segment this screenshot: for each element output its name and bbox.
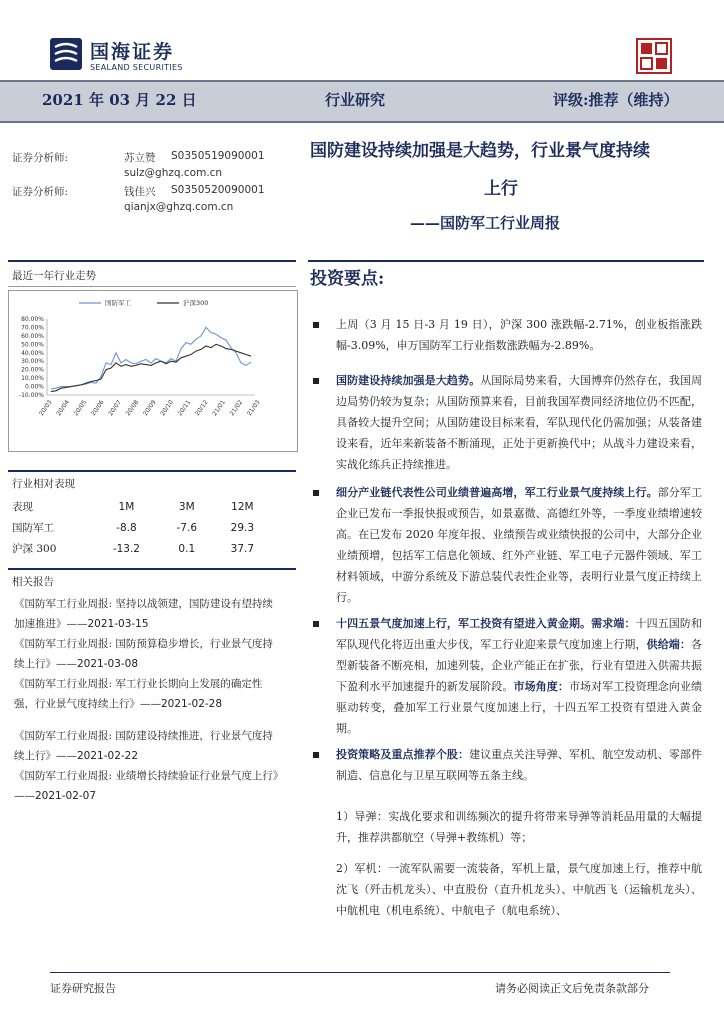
table-row	[12, 538, 272, 559]
key-point-5	[336, 744, 702, 786]
table-row	[12, 517, 272, 538]
trend-chart-svg	[9, 291, 297, 451]
bullet-icon	[313, 621, 319, 627]
recommendation-missile: 1）导弹：实战化要求和训练频次的提升将带来导弹等消耗品用量的大幅提升，推荐洪都航空（导弹+教练机）等；	[336, 810, 702, 844]
report-date: 2021 年 03 月 22 日	[42, 91, 197, 109]
related-report-date: 2021-02-07	[35, 790, 97, 802]
divider	[8, 470, 296, 472]
table-header: 3M	[178, 500, 195, 513]
key-point-3-body: 部分军工企业已发布一季报快报或预告，如景嘉微、高德红外等，一季度业绩增速较高。在已发布 2020 年度年报、业绩预告或业绩快报的公司中，大部分企业业绩预增，包括军工信息化领域、红外产业链、军工电子元器件领域、军工材料领域，中游分系统及下游总装代表性企业等，表明行业景气度正持续上行。	[336, 486, 702, 604]
brand-name-cn: 国海证券	[90, 41, 175, 63]
x-tick-label: 21/02	[228, 399, 245, 418]
divider	[8, 568, 296, 570]
key-point-4-lead-3: 市场角度：	[513, 680, 569, 693]
bullet-icon	[313, 490, 319, 496]
key-point-4-body-3: 市场对军工投资理念向业绩驱动转变，叠加军工行业景气度加速上行，十四五军工投资有望进入黄金期。	[336, 680, 702, 735]
divider	[308, 260, 704, 262]
analyst-name: 苏立赞	[124, 152, 156, 164]
related-report-link[interactable]	[14, 766, 282, 806]
trend-label: 最近一年行业走势	[12, 270, 96, 282]
key-point-4-body-2: 各型新装备不断亮相，加速列装，企业产能正在扩张，行业有望进入供需共振下盈利水平加速提升的新发展阶段。	[336, 638, 702, 693]
y-tick-label: 80.00%	[21, 316, 44, 323]
legend-label: 国防军工	[105, 299, 131, 307]
x-tick-label: 20/07	[107, 399, 123, 418]
legend-label: 沪深300	[183, 299, 209, 307]
table-cell: 29.3	[230, 521, 255, 534]
table-cell: 37.7	[230, 542, 255, 555]
y-tick-label: 20.00%	[21, 366, 44, 374]
x-tick-label: 20/12	[193, 399, 210, 418]
seal-icon	[636, 38, 672, 74]
key-point-5-body: 建议重点关注导弹、军机、航空发动机、零部件制造、信息化与卫星互联网等五条主线。	[336, 748, 702, 782]
y-tick-label: 60.00%	[21, 332, 44, 340]
performance-label: 行业相对表现	[12, 478, 75, 490]
table-cell: 国防军工	[12, 522, 54, 534]
analyst-role: 证券分析师:	[12, 186, 69, 198]
analyst-id: S0350519090001	[171, 150, 265, 162]
y-tick-label: 0.00%	[24, 383, 44, 391]
key-point-1: 上周（3 月 15 日-3 月 19 日），沪深 300 涨跌幅-2.71%，创业板指涨跌幅-3.09%，申万国防军工行业指数涨跌幅为-2.89%。	[336, 318, 702, 352]
key-point-4-body: 十四五国防和军队现代化将迈出重大步伐，军工行业迎来景气度加速上行期，	[336, 617, 702, 651]
related-report-title: 《国防军工行业周报: 国防预算稳步增长，行业景气度持续上行》——	[14, 638, 273, 670]
key-point-5-lead: 投资策略及重点推荐个股：	[336, 748, 470, 761]
analyst-role: 证券分析师:	[12, 152, 69, 164]
y-tick-label: 50.00%	[21, 341, 44, 349]
related-report-title: 《国防军工行业周报: 国防建设持续推进，行业景气度持续上行》——	[14, 730, 273, 762]
x-tick-label: 20/04	[55, 399, 71, 418]
report-category: 行业研究	[325, 91, 386, 109]
related-report-date: 2021-03-15	[87, 618, 149, 630]
x-tick-label: 20/03	[37, 399, 54, 418]
key-point-3-lead: 细分产业链代表性公司业绩普遍高增，军工行业景气度持续上行。	[336, 486, 658, 499]
divider	[8, 286, 296, 287]
table-cell: 0.1	[178, 542, 196, 555]
x-tick-label: 20/08	[124, 399, 141, 418]
related-report-date: 2021-02-22	[77, 750, 139, 762]
report-title: 国防建设持续加强是大趋势，行业景气度持续	[310, 141, 650, 161]
report-subtitle: ——国防军工行业周报	[410, 214, 561, 232]
related-report-link[interactable]	[14, 726, 282, 766]
footer-disclaimer[interactable]: 请务必阅读正文后免责条款部分	[495, 982, 649, 995]
related-report-link[interactable]	[14, 634, 282, 674]
brand-name-en: SEALAND SECURITIES	[90, 63, 183, 72]
reports-label: 相关报告	[12, 576, 54, 588]
table-header: 12M	[231, 500, 254, 513]
related-report-title: 《国防军工行业周报: 业绩增长持续验证行业景气度上行》——	[14, 770, 279, 802]
x-tick-label: 21/03	[245, 399, 262, 418]
performance-table	[12, 496, 272, 559]
related-report-title: 《国防军工行业周报: 坚持以战领建，国防建设有望持续加速推进》——	[14, 598, 273, 630]
recommendation-aircraft: 2）军机：一流军队需要一流装备，军机上量，景气度加速上行，推荐中航沈飞（歼击机龙头）、中直股份（直升机龙头）、中航西飞（运输机龙头）、中航机电（机电系统）、中航电子（航电系统）、	[336, 862, 702, 917]
related-report-link[interactable]	[14, 594, 282, 634]
related-report-link[interactable]	[14, 674, 282, 714]
analyst-email[interactable]: sulz@ghzq.com.cn	[124, 167, 223, 179]
related-report-title: 《国防军工行业周报: 军工行业长期向上发展的确定性强，行业景气度持续上行》——	[14, 678, 263, 710]
y-tick-label: 40.00%	[21, 349, 44, 357]
key-point-3	[336, 482, 702, 608]
footer-divider	[50, 972, 670, 973]
y-tick-label: -10.00%	[18, 392, 44, 399]
key-point-4-lead-2: 供给端：	[646, 638, 691, 651]
key-point-4	[336, 613, 702, 739]
table-cell: -13.2	[112, 542, 140, 555]
report-title-cont: 上行	[484, 179, 518, 199]
table-cell: -8.8	[116, 521, 137, 534]
analyst-name: 钱佳兴	[124, 186, 156, 198]
y-tick-label: 10.00%	[21, 375, 44, 383]
x-tick-label: 20/09	[141, 399, 158, 418]
related-report-date: 2021-02-28	[161, 698, 223, 710]
x-tick-label: 20/06	[89, 399, 106, 418]
table-header-row	[12, 496, 272, 517]
bullet-icon	[313, 378, 319, 384]
key-point-2-lead: 国防建设持续加强是大趋势。	[336, 374, 481, 387]
footer-label: 证券研究报告	[50, 982, 116, 995]
bullet-icon	[313, 752, 319, 758]
logo-icon	[50, 38, 82, 70]
key-points-title: 投资要点:	[310, 269, 385, 289]
series-line-defense	[51, 327, 251, 389]
y-tick-label: 70.00%	[21, 324, 44, 332]
table-cell: -7.6	[176, 521, 198, 534]
analyst-id: S0350520090001	[171, 184, 265, 196]
key-point-2	[336, 370, 702, 475]
x-tick-label: 20/11	[176, 399, 193, 418]
key-point-2-body: 从国际局势来看，大国博弈仍然存在，我国周边局势仍较为复杂；从国防预算来看，目前我国军费同经济地位仍不匹配，具备较大提升空间；从国防建设目标来看，军队现代化仍需加强；从装备建设来看，近年来新装备不断涌现，正处于更新换代中；从战斗力建设来看，实战化练兵正持续推进。	[336, 374, 702, 471]
x-tick-label: 20/10	[159, 399, 175, 418]
table-header: 1M	[118, 500, 135, 513]
report-rating: 评级:推荐（维持）	[553, 91, 679, 109]
trend-chart	[8, 290, 298, 452]
x-tick-label: 21/01	[211, 399, 227, 418]
divider	[8, 260, 296, 262]
related-report-date: 2021-03-08	[77, 658, 139, 670]
analyst-email[interactable]: qianjx@ghzq.com.cn	[124, 201, 234, 213]
bullet-icon	[313, 322, 319, 328]
x-tick-label: 20/05	[72, 399, 89, 418]
table-cell: 沪深 300	[12, 543, 57, 555]
key-point-4-lead: 十四五景气度加速上行，军工投资有望进入黄金期。需求端：	[336, 617, 636, 630]
series-line-csi300	[51, 344, 251, 391]
y-tick-label: 30.00%	[21, 358, 44, 366]
table-header: 表现	[12, 501, 33, 513]
